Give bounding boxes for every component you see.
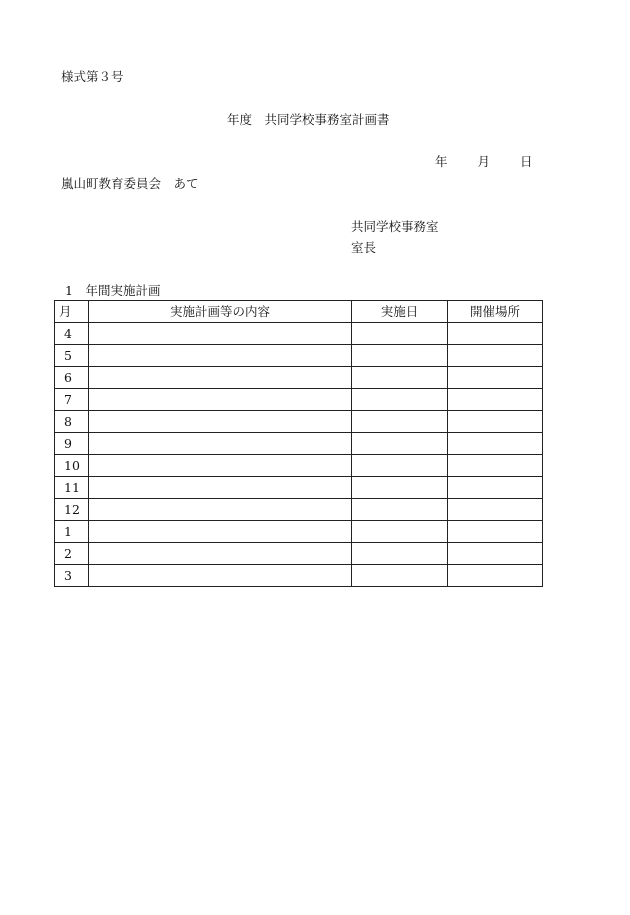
venue-cell[interactable] (448, 345, 543, 367)
table-row (55, 477, 543, 499)
header-date: 実施日 (352, 301, 448, 323)
venue-cell[interactable] (448, 367, 543, 389)
month-cell: 12 (55, 499, 89, 521)
month-cell: 3 (55, 565, 89, 587)
date-cell[interactable] (352, 477, 448, 499)
venue-cell[interactable] (448, 477, 543, 499)
header-venue: 開催場所 (448, 301, 543, 323)
date-line (435, 154, 533, 170)
date-cell[interactable] (352, 345, 448, 367)
month-cell: 8 (55, 411, 89, 433)
content-cell[interactable] (89, 455, 352, 477)
month-cell: 10 (55, 455, 89, 477)
table-row (55, 455, 543, 477)
addressee: 嵐山町教育委員会 あて (61, 176, 199, 191)
month-cell: 11 (55, 477, 89, 499)
sender-title: 室長 (351, 240, 377, 255)
header-month: 月 (55, 301, 89, 323)
venue-cell[interactable] (448, 411, 543, 433)
date-cell[interactable] (352, 323, 448, 345)
header-content: 実施計画等の内容 (89, 301, 352, 323)
table-row (55, 521, 543, 543)
content-cell[interactable] (89, 345, 352, 367)
annual-plan-table (54, 300, 543, 587)
date-cell[interactable] (352, 367, 448, 389)
venue-cell[interactable] (448, 499, 543, 521)
venue-cell[interactable] (448, 521, 543, 543)
date-month: 月 (477, 154, 491, 169)
table-row (55, 433, 543, 455)
content-cell[interactable] (89, 521, 352, 543)
venue-cell[interactable] (448, 323, 543, 345)
table-row (55, 389, 543, 411)
month-cell: 4 (55, 323, 89, 345)
date-cell[interactable] (352, 389, 448, 411)
date-day: 日 (520, 154, 533, 169)
month-cell: 1 (55, 521, 89, 543)
date-cell[interactable] (352, 455, 448, 477)
sender-organization: 共同学校事務室 (351, 219, 439, 234)
venue-cell[interactable] (448, 543, 543, 565)
content-cell[interactable] (89, 389, 352, 411)
table-row (55, 565, 543, 587)
date-year: 年 (435, 154, 448, 169)
content-cell[interactable] (89, 411, 352, 433)
venue-cell[interactable] (448, 455, 543, 477)
content-cell[interactable] (89, 367, 352, 389)
table-row (55, 323, 543, 345)
date-cell[interactable] (352, 433, 448, 455)
date-cell[interactable] (352, 499, 448, 521)
section-heading: 1 年間実施計画 (65, 283, 161, 298)
content-cell[interactable] (89, 323, 352, 345)
table-row (55, 411, 543, 433)
content-cell[interactable] (89, 543, 352, 565)
venue-cell[interactable] (448, 389, 543, 411)
date-cell[interactable] (352, 521, 448, 543)
table-row (55, 367, 543, 389)
content-cell[interactable] (89, 499, 352, 521)
date-cell[interactable] (352, 543, 448, 565)
month-cell: 9 (55, 433, 89, 455)
date-cell[interactable] (352, 411, 448, 433)
content-cell[interactable] (89, 477, 352, 499)
month-cell: 7 (55, 389, 89, 411)
month-cell: 5 (55, 345, 89, 367)
venue-cell[interactable] (448, 565, 543, 587)
table-row (55, 499, 543, 521)
form-number: 様式第３号 (61, 69, 124, 84)
date-cell[interactable] (352, 565, 448, 587)
month-cell: 2 (55, 543, 89, 565)
venue-cell[interactable] (448, 433, 543, 455)
table-row (55, 543, 543, 565)
table-header-row (55, 301, 543, 323)
content-cell[interactable] (89, 565, 352, 587)
table-row (55, 345, 543, 367)
content-cell[interactable] (89, 433, 352, 455)
month-cell: 6 (55, 367, 89, 389)
document-title: 年度 共同学校事務室計画書 (227, 112, 390, 127)
